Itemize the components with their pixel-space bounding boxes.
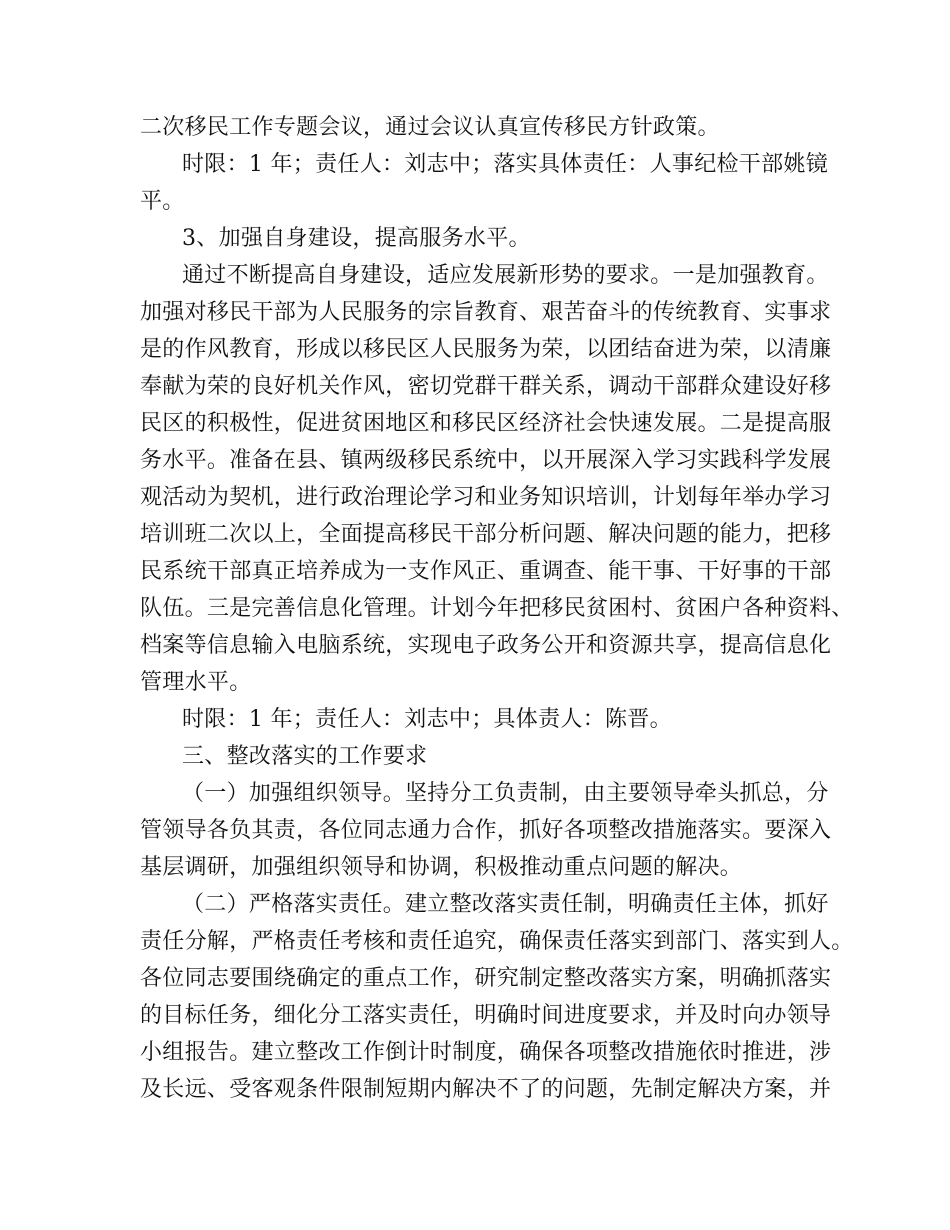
text-line: 各位同志要围绕确定的重点工作，研究制定整改落实方案，明确抓落实 [140,966,832,991]
text-line: 民区的积极性，促进贫困地区和移民区经济社会快速发展。二是提高服 [140,411,832,436]
text-line: 档案等信息输入电脑系统，实现电子政务公开和资源共享，提高信息化 [140,633,832,658]
text-line: 平。 [140,189,185,214]
text-line: （二）严格落实责任。建立整改落实责任制，明确责任主体，抓好 [182,892,829,917]
text-line: 管理水平。 [140,670,252,695]
text-line: 及长远、受客观条件限制短期内解决不了的问题，先制定解决方案，并 [140,1077,832,1102]
text-line: （一）加强组织领导。坚持分工负责制，由主要领导牵头抓总，分 [182,781,829,806]
text-line: 加强对移民干部为人民服务的宗旨教育、艰苦奋斗的传统教育、实事求 [140,300,832,325]
text-line: 小组报告。建立整改工作倒计时制度，确保各项整改措施依时推进，涉 [140,1040,832,1065]
text-line: 是的作风教育，形成以移民区人民服务为荣，以团结奋进为荣，以清廉 [140,337,832,362]
text-line: 的目标任务，细化分工落实责任，明确时间进度要求，并及时向办领导 [140,1003,832,1028]
text-line: 管领导各负其责，各位同志通力合作，抓好各项整改措施落实。要深入 [140,818,832,843]
text-line: 奉献为荣的良好机关作风，密切党群干群关系，调动干部群众建设好移 [140,374,832,399]
text-line: 时限：1 年；责任人：刘志中；具体责人：陈晋。 [182,707,672,732]
text-line: 民系统干部真正培养成为一支作风正、重调查、能干事、干好事的干部 [140,559,832,584]
text-line: 培训班二次以上，全面提高移民干部分析问题、解决问题的能力，把移 [140,522,832,547]
text-line: 队伍。三是完善信息化管理。计划今年把移民贫困村、贫困户各种资料、 [140,596,854,621]
text-line: 二次移民工作专题会议，通过会议认真宣传移民方针政策。 [140,115,720,140]
text-line: 务水平。准备在县、镇两级移民系统中，以开展深入学习实践科学发展 [140,448,832,473]
text-line: 观活动为契机，进行政治理论学习和业务知识培训，计划每年举办学习 [140,485,832,510]
text-line: 基层调研，加强组织领导和协调，积极推动重点问题的解决。 [140,855,743,880]
text-line: 通过不断提高自身建设，适应发展新形势的要求。一是加强教育。 [182,263,829,288]
text-line: 责任分解，严格责任考核和责任追究，确保责任落实到部门、落实到人。 [140,929,854,954]
section-heading: 三、整改落实的工作要求 [182,744,428,769]
text-line: 时限：1 年；责任人：刘志中；落实具体责任：人事纪检干部姚镜 [182,152,828,177]
section-heading: 3、加强自身建设，提高服务水平。 [182,226,531,251]
